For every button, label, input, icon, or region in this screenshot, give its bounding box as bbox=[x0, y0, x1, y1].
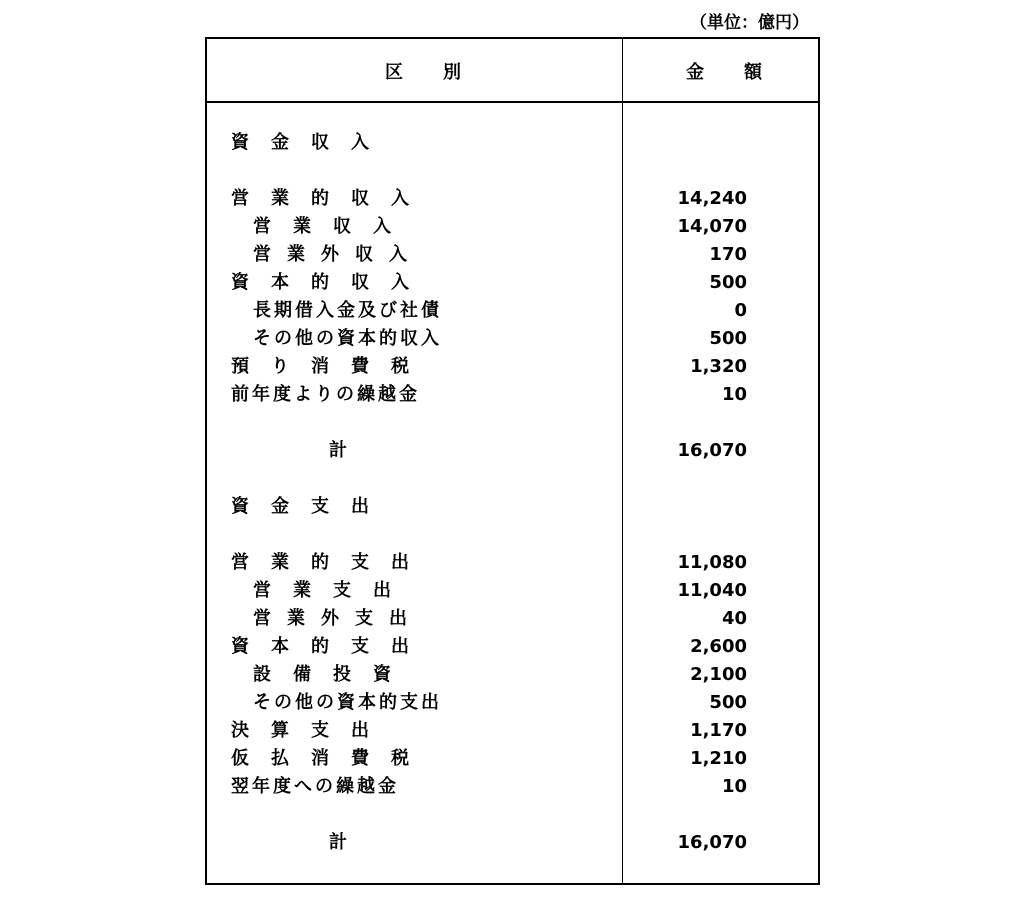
section-title-income bbox=[206, 129, 819, 157]
row-label: 翌年度への繰越金 bbox=[231, 776, 399, 797]
row-value: 2,600 bbox=[690, 636, 747, 657]
table-row bbox=[206, 241, 819, 269]
row-label: その他の資本的支出 bbox=[253, 692, 442, 713]
header-amount: 金額 bbox=[686, 62, 802, 83]
row-value: 500 bbox=[709, 692, 747, 713]
total-row-expense bbox=[206, 829, 819, 857]
row-value: 2,100 bbox=[690, 664, 747, 685]
table-row bbox=[206, 297, 819, 325]
table-row bbox=[206, 185, 819, 213]
row-value: 1,170 bbox=[690, 720, 747, 741]
row-label: 資金収入 bbox=[231, 132, 391, 153]
table-row bbox=[206, 325, 819, 353]
table-row bbox=[206, 549, 819, 577]
table-row bbox=[206, 381, 819, 409]
row-label: 預り消費税 bbox=[231, 356, 431, 377]
row-label: 営業支出 bbox=[253, 580, 413, 601]
unit-note: （単位：億円） bbox=[690, 13, 809, 33]
row-label: 計 bbox=[329, 832, 347, 853]
total-row-income bbox=[206, 437, 819, 465]
row-label: 長期借入金及び社債 bbox=[253, 300, 442, 321]
table-row bbox=[206, 605, 819, 633]
row-value: 0 bbox=[734, 300, 747, 321]
row-label: 営業的支出 bbox=[231, 552, 431, 573]
row-value: 10 bbox=[721, 776, 747, 797]
row-label: 前年度よりの繰越金 bbox=[231, 384, 420, 405]
header-category: 区別 bbox=[385, 62, 501, 83]
row-label: 営業的収入 bbox=[231, 188, 431, 209]
table-row bbox=[206, 577, 819, 605]
row-label: 計 bbox=[329, 440, 347, 461]
row-value: 16,070 bbox=[677, 440, 747, 461]
table-row bbox=[206, 633, 819, 661]
header-divider bbox=[205, 101, 820, 103]
row-value: 10 bbox=[721, 384, 747, 405]
table-row bbox=[206, 717, 819, 745]
row-value: 1,320 bbox=[690, 356, 747, 377]
row-value: 11,040 bbox=[677, 580, 747, 601]
row-label: その他の資本的収入 bbox=[253, 328, 442, 349]
table-row bbox=[206, 689, 819, 717]
row-value: 14,240 bbox=[677, 188, 747, 209]
table-row bbox=[206, 353, 819, 381]
row-label: 資本的収入 bbox=[231, 272, 431, 293]
table-row bbox=[206, 745, 819, 773]
row-label: 営業外支出 bbox=[253, 608, 423, 629]
row-value: 11,080 bbox=[677, 552, 747, 573]
row-label: 資本的支出 bbox=[231, 636, 431, 657]
row-value: 170 bbox=[709, 244, 747, 265]
row-value: 500 bbox=[709, 328, 747, 349]
table-row bbox=[206, 661, 819, 689]
table-row bbox=[206, 213, 819, 241]
row-label: 設備投資 bbox=[253, 664, 413, 685]
row-value: 16,070 bbox=[677, 832, 747, 853]
row-label: 資金支出 bbox=[231, 496, 391, 517]
row-value: 40 bbox=[721, 608, 747, 629]
row-label: 営業収入 bbox=[253, 216, 413, 237]
row-value: 14,070 bbox=[677, 216, 747, 237]
row-label: 決算支出 bbox=[231, 720, 391, 741]
row-label: 営業外収入 bbox=[253, 244, 423, 265]
row-value: 1,210 bbox=[690, 748, 747, 769]
section-title-expense bbox=[206, 493, 819, 521]
table-row bbox=[206, 773, 819, 801]
table-row bbox=[206, 269, 819, 297]
row-value: 500 bbox=[709, 272, 747, 293]
row-label: 仮払消費税 bbox=[231, 748, 431, 769]
